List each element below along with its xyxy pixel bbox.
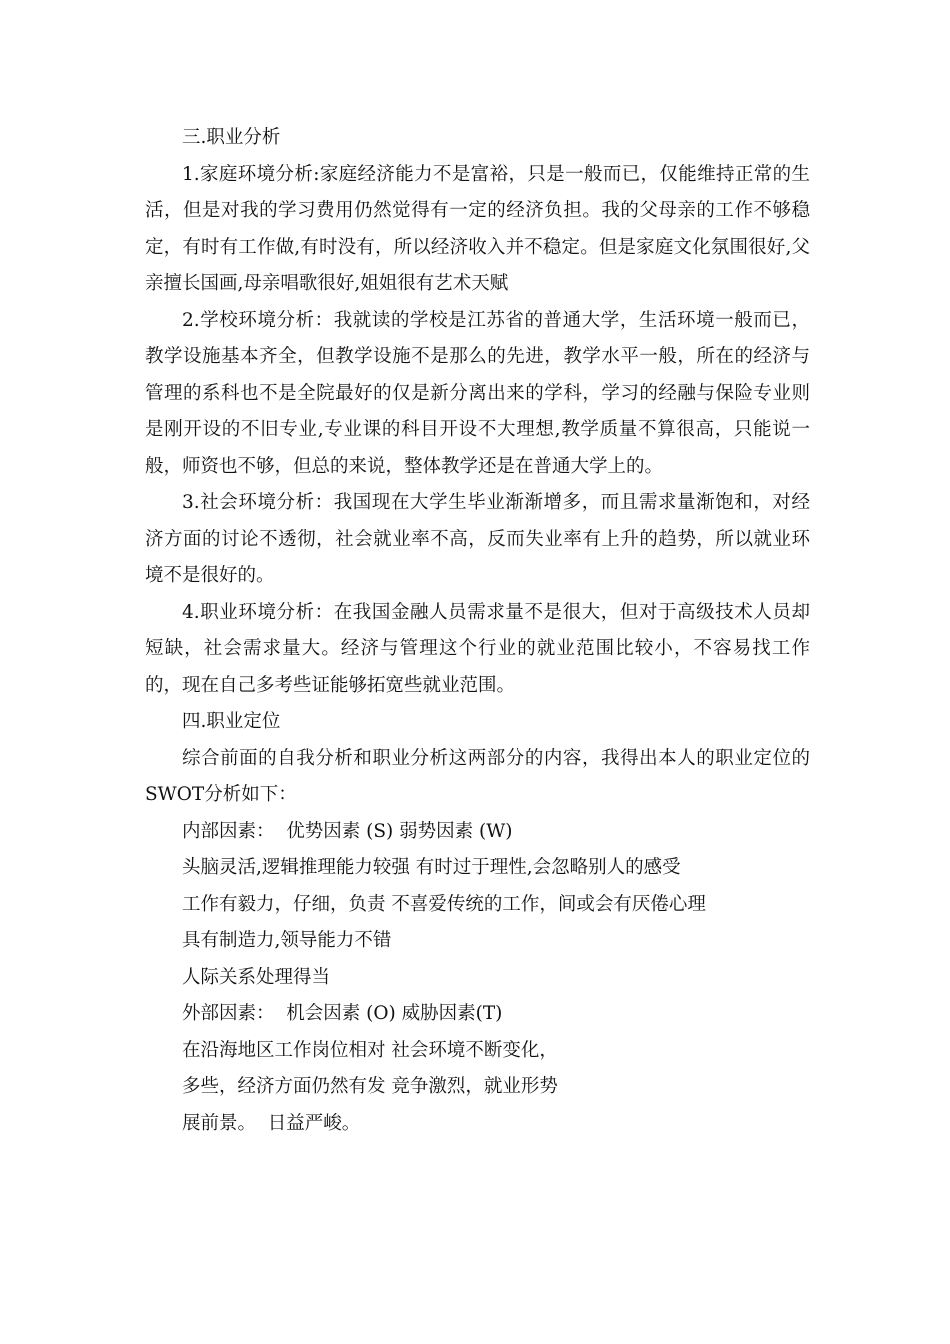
section-heading-career-positioning: 四.职业定位 [182,711,281,732]
paragraph-swot-intro: 综合前面的自我分析和职业分析这两部分的内容，我得出本人的职业定位的SWOT分析如下： [145,747,810,805]
document-body [145,120,810,1142]
swot-line: 具有制造力,领导能力不错 [182,930,392,951]
paragraph-career-environment: 4.职业环境分析：在我国金融人员需求量不是很大，但对于高级技术人员却短缺，社会需求量大。经济与管理这个行业的就业范围比较小，不容易找工作的，现在自己多考些证能够拓宽些就业范围。 [145,601,810,696]
swot-line-external-factors: 外部因素： 机会因素 (O) 威胁因素(T) [182,1003,503,1024]
paragraph-social-environment: 3.社会环境分析：我国现在大学生毕业渐渐增多，而且需求量渐饱和，对经济方面的讨论不透彻，社会就业率不高，反而失业率有上升的趋势，所以就业环境不是很好的。 [145,492,810,586]
swot-line: 人际关系处理得当 [182,966,331,988]
section-heading-career-analysis: 三.职业分析 [182,127,281,148]
swot-line: 展前景。 日益严峻。 [182,1112,361,1134]
swot-line: 头脑灵活,逻辑推理能力较强 有时过于理性,会忽略别人的感受 [182,857,681,878]
paragraph-school-environment: 2.学校环境分析：我就读的学校是江苏省的普通大学，生活环境一般而已，教学设施基本齐全，但教学设施不是那么的先进，教学水平一般，所在的经济与管理的系科也不是全院最好的仅是新分离出来的学科，学习的经融与保险专业则是刚开设的不旧专业,专业课的科目开设不大理想,教学质量不算很高，只能说一般，师资也不够，但总的来说，整体教学还是在普通大学上的。 [145,309,810,477]
swot-line: 工作有毅力，仔细，负责 不喜爱传统的工作，间或会有厌倦心理 [182,893,706,915]
paragraph-family-environment: 1.家庭环境分析:家庭经济能力不是富裕，只是一般而已，仅能维持正常的生活，但是对我的学习费用仍然觉得有一定的经济负担。我的父母亲的工作不够稳定，有时有工作做,有时没有，所以经济收入并不稳定。但是家庭文化氛围很好,父亲擅长国画,母亲唱歌很好,姐姐很有艺术天赋 [145,163,810,294]
swot-line: 在沿海地区工作岗位相对 社会环境不断变化， [182,1039,558,1061]
swot-line-internal-factors: 内部因素： 优势因素 (S) 弱势因素 (W) [182,820,513,842]
swot-line: 多些，经济方面仍然有发 竞争激烈，就业形势 [182,1076,558,1097]
